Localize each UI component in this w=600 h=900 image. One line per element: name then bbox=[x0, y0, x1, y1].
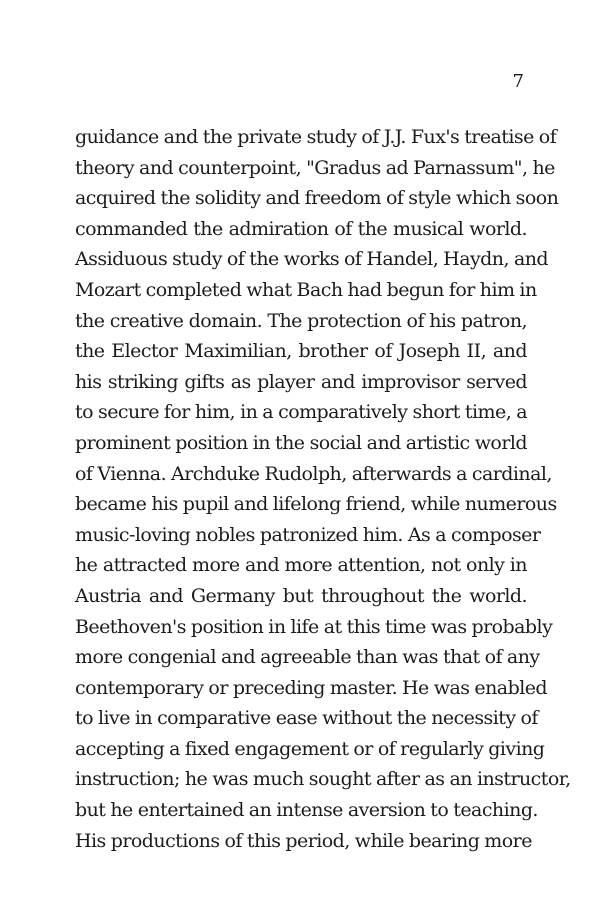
text-line: His productions of this period, while bearing more bbox=[75, 829, 532, 852]
text-line: the creative domain. The protection of his patron, bbox=[75, 309, 527, 332]
text-line: Mozart completed what Bach had begun for him in bbox=[75, 278, 537, 301]
text-line: commanded the admiration of the musical world. bbox=[75, 217, 527, 240]
text-line: guidance and the private study of J.J. Fux's treatise of bbox=[75, 126, 557, 148]
text-line: music-loving nobles patronized him. As a composer bbox=[75, 523, 541, 546]
text-line: prominent position in the social and artistic world bbox=[75, 431, 527, 454]
text-line: acquired the solidity and freedom of style which soon bbox=[75, 187, 559, 210]
text-line: to secure for him, in a comparatively short time, a bbox=[75, 401, 527, 424]
text-line: of Vienna. Archduke Rudolph, afterwards a cardinal, bbox=[75, 462, 552, 485]
text-line: but he entertained an intense aversion to teaching. bbox=[75, 799, 538, 822]
text-line: instruction; he was much sought after as an instructor, bbox=[75, 768, 571, 791]
text-line: he attracted more and more attention, not only in bbox=[75, 554, 527, 577]
text-line: contemporary or preceding master. He was enabled bbox=[75, 676, 548, 699]
text-line: Beethoven's position in life at this time was probably bbox=[75, 615, 553, 638]
text-line: accepting a fixed engagement or of regularly giving bbox=[75, 737, 545, 760]
text-line: theory and counterpoint, "Gradus ad Parnassum", he bbox=[75, 156, 555, 179]
text-line: Austria and Germany but throughout the world. bbox=[75, 584, 527, 607]
text-line: became his pupil and lifelong friend, while numerous bbox=[75, 493, 557, 516]
text-line: his striking gifts as player and improvisor served bbox=[75, 370, 527, 393]
text-line: Assiduous study of the works of Handel, Haydn, and bbox=[75, 248, 549, 271]
text-line: more congenial and agreeable than was that of any bbox=[75, 646, 540, 669]
body-text bbox=[75, 122, 571, 856]
page-number: 7 bbox=[512, 71, 524, 92]
text-line: the Elector Maximilian, brother of Joseph II, and bbox=[75, 340, 527, 363]
text-line: to live in comparative ease without the necessity of bbox=[75, 707, 538, 730]
